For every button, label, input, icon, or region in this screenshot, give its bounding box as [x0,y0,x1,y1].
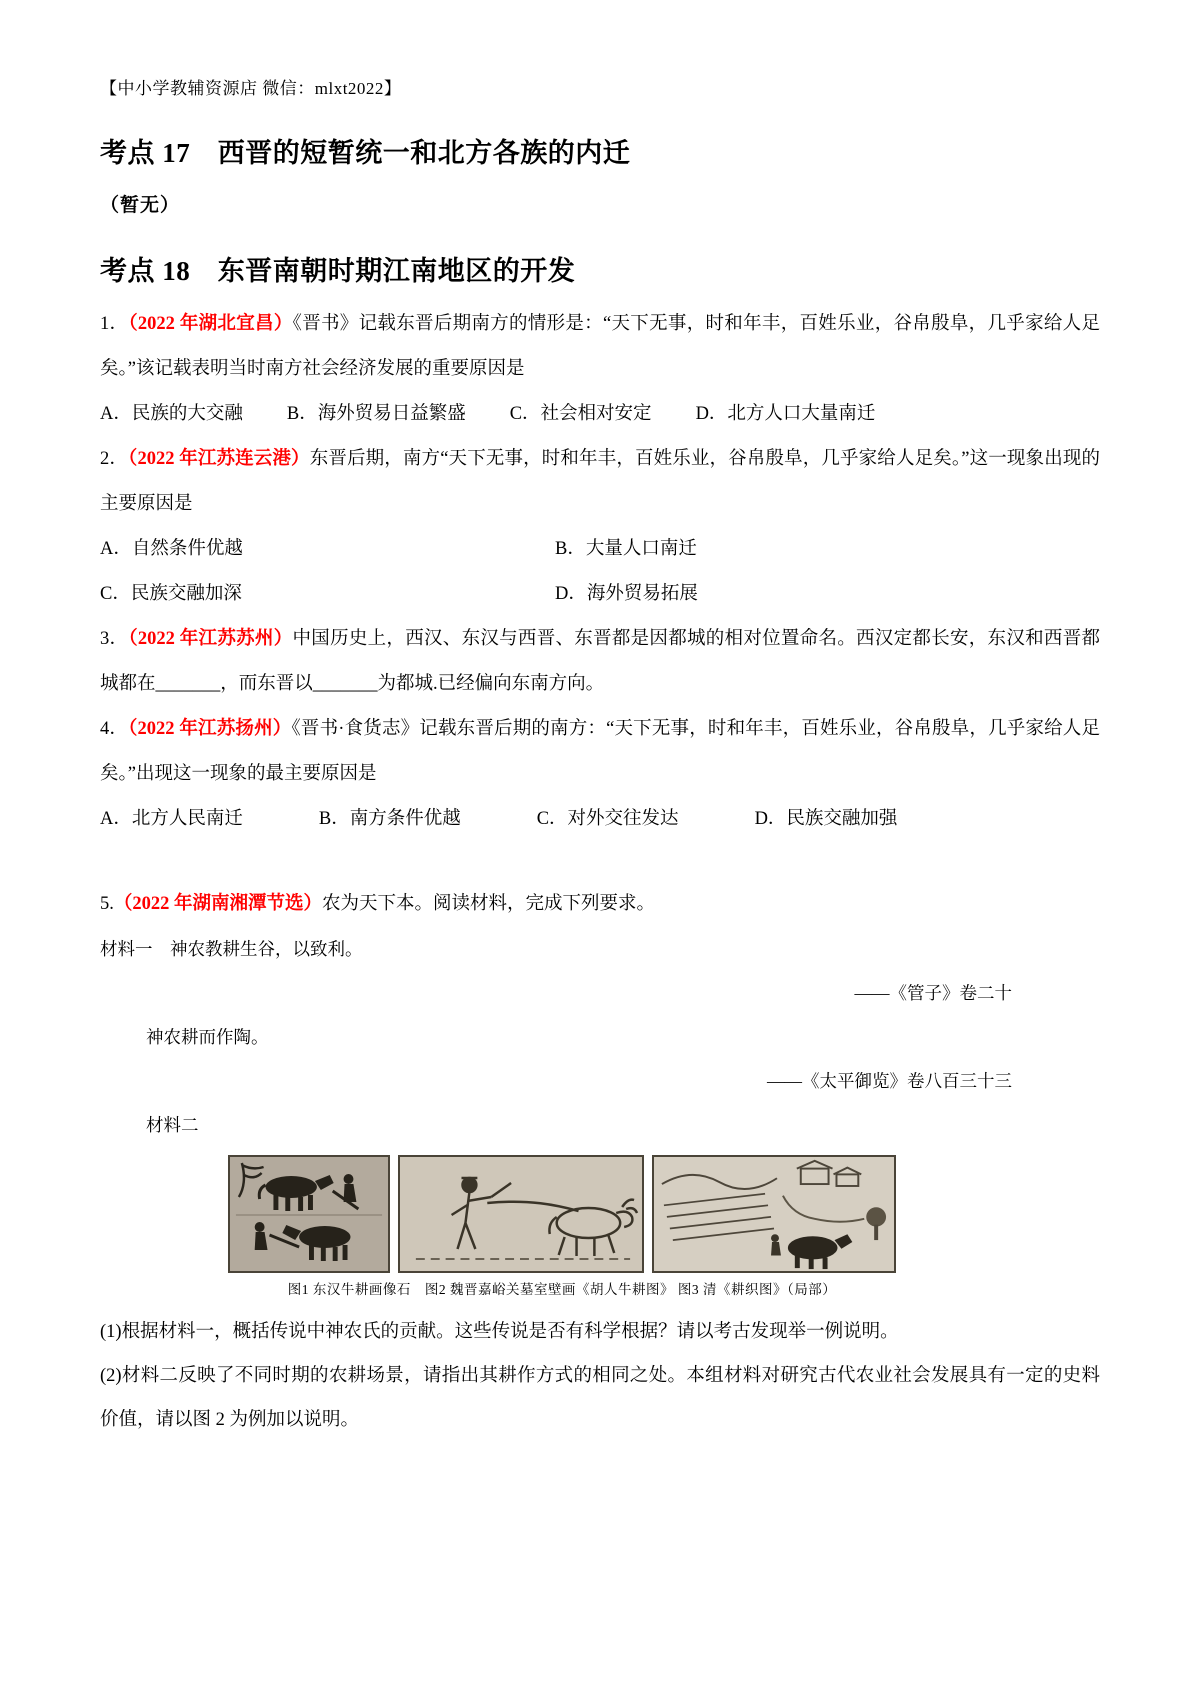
question-5-sub-2: (2)材料二反映了不同时期的农耕场景，请指出其耕作方式的相同之处。本组材料对研究古代农业社会发展具有一定的史料价值，请以图 2 为例加以说明。 [100,1366,1100,1430]
question-2-option-a: A．自然条件优越 [100,539,243,559]
figure-row [228,1155,896,1273]
question-2-option-c: C．民族交融加深 [100,584,242,604]
section-17-empty-note: （暂无） [100,195,181,216]
question-1 [100,302,1100,392]
question-2-stem: 东晋后期，南方“天下无事，时和年丰，百姓乐业，谷帛殷阜，几乎家给人足矣。”这一现象出现的主要原因是 [100,449,1100,514]
question-1-options [100,392,1100,437]
figure2-weijin-mural-ox-plowing-image [398,1155,644,1273]
store-header-note: 【中小学教辅资源店 微信：mlxt2022】 [100,79,402,98]
question-5-number: 5. [100,894,114,914]
question-1-option-a: A．民族的大交融 [100,404,243,424]
figure2-mural-drawing [400,1157,642,1271]
question-4-options [100,797,1100,842]
question-5-stem: 农为天下本。阅读材料，完成下列要求。 [322,894,656,914]
question-5-sub-1: (1)根据材料一，概括传说中神农氏的贡献。这些传说是否有科学根据？请以考古发现举一例说明。 [100,1322,899,1342]
question-3-source-tag: （2022 年江苏苏州） [128,629,293,649]
question-1-option-b: B．海外贸易日益繁盛 [286,404,466,424]
question-1-stem: 《晋书》记载东晋后期南方的情形是：“天下无事，时和年丰，百姓乐业，谷帛殷阜，几乎家给人足矣。”该记载表明当时南方社会经济发展的重要原因是 [100,314,1100,379]
figure3-landscape-drawing [654,1157,894,1271]
question-2 [100,437,1100,527]
material-two-figures [228,1155,896,1298]
figure3-qing-farming-weaving-image [652,1155,896,1273]
question-1-option-c: C．社会相对安定 [509,404,652,424]
section-17-heading: 考点 17 西晋的短暂统一和北方各族的内迁 [100,138,631,168]
section-18-heading: 考点 18 东晋南朝时期江南地区的开发 [100,256,576,286]
question-4-stem: 《晋书·食货志》记载东晋后期的南方：“天下无事，时和年丰，百姓乐业，谷帛殷阜，几乎家给人足矣。”出现这一现象的最主要原因是 [100,719,1100,784]
question-3-number: 3． [100,629,129,649]
question-4 [100,707,1100,797]
question-4-option-c: C．对外交往发达 [536,809,679,829]
question-3-stem: 中国历史上，西汉、东汉与西晋、东晋都是因都城的相对位置命名。西汉定都长安，东汉和西晋都城都在_______，而东晋以_______为都城.已经偏向东南方向。 [100,629,1100,694]
material-one-source-taipingyulan: ——《太平御览》卷八百三十三 [767,1071,1012,1091]
question-3 [100,617,1100,707]
question-2-option-d: D．海外贸易拓展 [555,584,698,604]
question-1-option-d: D．北方人口大量南迁 [695,404,876,424]
question-5-source-tag: （2022 年湖南湘潭节选） [113,894,323,914]
question-2-options [100,527,1100,617]
question-4-option-a: A．北方人民南迁 [100,809,243,829]
question-4-option-b: B．南方条件优越 [318,809,461,829]
question-4-source-tag: （2022 年江苏扬州） [128,719,292,739]
figure1-han-ox-plowing-relief-image [228,1155,390,1273]
figure1-ox-relief-drawing [230,1157,388,1271]
question-2-number: 2． [100,449,129,469]
figure-caption: 图1 东汉牛耕画像石 图2 魏晋嘉峪关墓室壁画《胡人牛耕图》 图3 清《耕织图》（局部） [287,1282,837,1297]
question-4-option-d: D．民族交融加强 [754,809,898,829]
question-5 [100,882,1100,927]
material-one-source-guanzi: ——《管子》卷二十 [854,983,1012,1003]
question-1-source-tag: （2022 年湖北宜昌） [128,314,293,334]
question-4-number: 4． [100,719,129,739]
question-1-number: 1． [100,314,129,334]
material-one-line: 材料一 神农教耕生谷，以致利。 [100,939,363,959]
material-one-line-two: 神农耕而作陶。 [146,1027,269,1047]
question-2-option-b: B．大量人口南迁 [555,539,697,559]
material-two-label: 材料二 [146,1115,199,1135]
question-2-source-tag: （2022 年江苏连云港） [128,449,310,469]
